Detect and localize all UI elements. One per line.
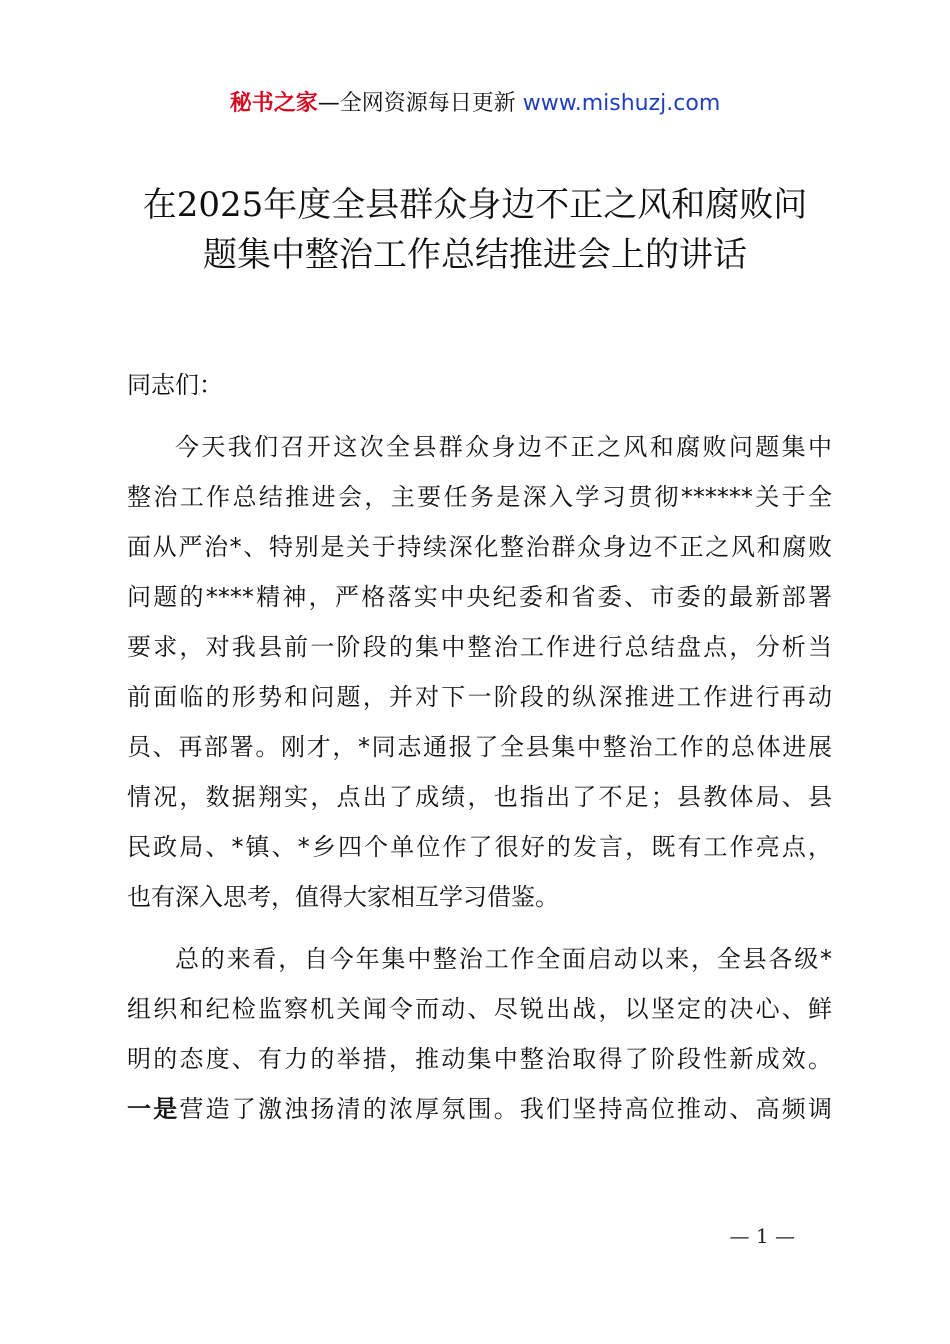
text-line: 情况，数据翔实，点出了成绩，也指出了不足；县教体局、县: [127, 783, 832, 811]
text-line: 问题的****精神，严格落实中央纪委和省委、市委的最新部署: [127, 583, 832, 611]
brand-name: 秘书之家: [229, 91, 318, 116]
bold-lead: 一是: [127, 1095, 180, 1123]
text-line: 组织和纪检监察机关闻令而动、尽锐出战，以坚定的决心、鲜: [127, 995, 832, 1023]
paragraph-2: [127, 934, 832, 1134]
text-line: 民政局、*镇、*乡四个单位作了很好的发言，既有工作亮点，: [127, 833, 832, 861]
text-line: 员、再部署。刚才，*同志通报了全县集中整治工作的总体进展: [127, 733, 832, 761]
text-line: 也有深入思考，值得大家相互学习借鉴。: [127, 883, 559, 911]
title-line: 题集中整治工作总结推进会上的讲话: [203, 235, 747, 275]
text-line: 整治工作总结推进会，主要任务是深入学习贯彻******关于全: [127, 483, 832, 511]
document-title: [100, 180, 850, 280]
text-line: 总的来看，自今年集中整治工作全面启动以来，全县各级*: [175, 945, 832, 973]
text-line: 面从严治*、特别是关于持续深化整治群众身边不正之风和腐败: [127, 533, 832, 561]
text-line: 前面临的形势和问题，并对下一阶段的纵深推进工作进行再动: [127, 683, 832, 711]
salutation: 同志们：: [127, 371, 223, 399]
paragraph-1: [127, 422, 832, 922]
text-line: 今天我们召开这次全县群众身边不正之风和腐败问题集中: [175, 433, 832, 461]
text-line: [127, 1084, 832, 1134]
site-header: [0, 88, 950, 120]
text-run: 营造了激浊扬清的浓厚氛围。我们坚持高位推动、高频调: [179, 1095, 833, 1123]
page-number: — 1 —: [729, 1224, 795, 1248]
document-body: [127, 360, 832, 1146]
title-line: 在2025年度全县群众身边不正之风和腐败问: [142, 185, 808, 225]
site-url-link[interactable]: www.mishuzj.com: [522, 91, 721, 116]
header-tagline: —全网资源每日更新: [317, 91, 523, 116]
text-line: 明的态度、有力的举措，推动集中整治取得了阶段性新成效。: [127, 1045, 832, 1073]
text-line: 要求，对我县前一阶段的集中整治工作进行总结盘点，分析当: [127, 633, 832, 661]
